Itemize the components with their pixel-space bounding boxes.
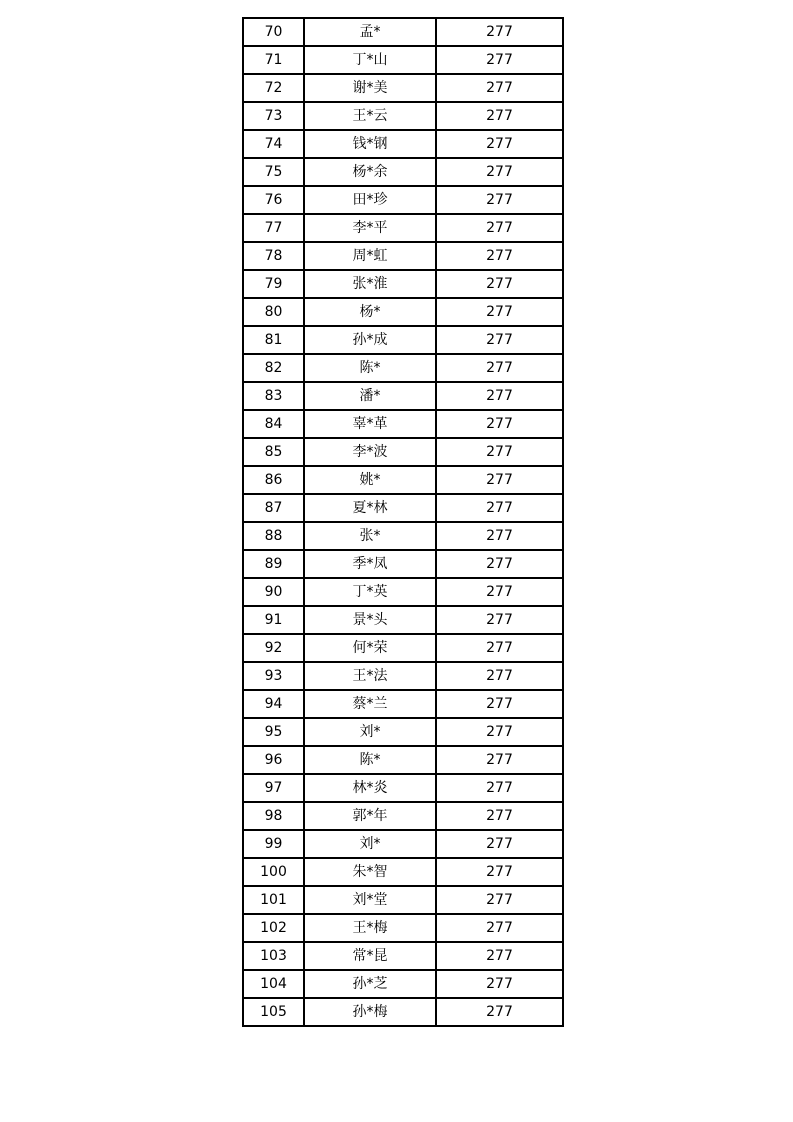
name-cell: 潘* (304, 382, 436, 410)
table-row (243, 18, 563, 46)
name-cell: 丁*山 (304, 46, 436, 74)
row-number-cell: 80 (243, 298, 304, 326)
row-number-cell: 91 (243, 606, 304, 634)
table-row (243, 354, 563, 382)
table-row (243, 914, 563, 942)
row-number-cell: 94 (243, 690, 304, 718)
row-number-cell: 103 (243, 942, 304, 970)
row-number-cell: 87 (243, 494, 304, 522)
score-cell: 277 (436, 718, 563, 746)
name-cell: 陈* (304, 746, 436, 774)
table-row (243, 802, 563, 830)
score-cell: 277 (436, 606, 563, 634)
name-cell: 蔡*兰 (304, 690, 436, 718)
row-number-cell: 90 (243, 578, 304, 606)
table-row (243, 942, 563, 970)
name-cell: 田*珍 (304, 186, 436, 214)
score-cell: 277 (436, 130, 563, 158)
score-cell: 277 (436, 662, 563, 690)
score-cell: 277 (436, 186, 563, 214)
score-cell: 277 (436, 550, 563, 578)
row-number-cell: 85 (243, 438, 304, 466)
score-cell: 277 (436, 102, 563, 130)
score-cell: 277 (436, 522, 563, 550)
row-number-cell: 83 (243, 382, 304, 410)
table-row (243, 130, 563, 158)
table-row (243, 186, 563, 214)
score-cell: 277 (436, 46, 563, 74)
score-cell: 277 (436, 914, 563, 942)
name-cell: 何*荣 (304, 634, 436, 662)
row-number-cell: 102 (243, 914, 304, 942)
table-row (243, 522, 563, 550)
table-row (243, 158, 563, 186)
name-cell: 王*法 (304, 662, 436, 690)
name-cell: 季*凤 (304, 550, 436, 578)
row-number-cell: 89 (243, 550, 304, 578)
score-cell: 277 (436, 326, 563, 354)
name-cell: 刘* (304, 718, 436, 746)
table-row (243, 774, 563, 802)
row-number-cell: 96 (243, 746, 304, 774)
row-number-cell: 72 (243, 74, 304, 102)
score-cell: 277 (436, 886, 563, 914)
name-cell: 林*炎 (304, 774, 436, 802)
score-cell: 277 (436, 942, 563, 970)
name-cell: 李*波 (304, 438, 436, 466)
name-cell: 朱*智 (304, 858, 436, 886)
score-cell: 277 (436, 690, 563, 718)
row-number-cell: 71 (243, 46, 304, 74)
name-cell: 李*平 (304, 214, 436, 242)
name-cell: 陈* (304, 354, 436, 382)
row-number-cell: 70 (243, 18, 304, 46)
table-row (243, 270, 563, 298)
table-row (243, 858, 563, 886)
name-cell: 张*淮 (304, 270, 436, 298)
table-row (243, 466, 563, 494)
score-cell: 277 (436, 242, 563, 270)
name-cell: 杨*余 (304, 158, 436, 186)
score-cell: 277 (436, 578, 563, 606)
score-cell: 277 (436, 354, 563, 382)
table-row (243, 746, 563, 774)
score-cell: 277 (436, 998, 563, 1026)
name-cell: 孙*芝 (304, 970, 436, 998)
score-cell: 277 (436, 634, 563, 662)
table-row (243, 102, 563, 130)
row-number-cell: 97 (243, 774, 304, 802)
row-number-cell: 93 (243, 662, 304, 690)
name-cell: 孟* (304, 18, 436, 46)
score-cell: 277 (436, 858, 563, 886)
results-table (242, 17, 564, 1027)
table-row (243, 578, 563, 606)
score-cell: 277 (436, 158, 563, 186)
row-number-cell: 75 (243, 158, 304, 186)
name-cell: 孙*梅 (304, 998, 436, 1026)
name-cell: 郭*年 (304, 802, 436, 830)
table-row (243, 718, 563, 746)
score-cell: 277 (436, 746, 563, 774)
row-number-cell: 86 (243, 466, 304, 494)
name-cell: 张* (304, 522, 436, 550)
row-number-cell: 73 (243, 102, 304, 130)
score-cell: 277 (436, 74, 563, 102)
row-number-cell: 82 (243, 354, 304, 382)
row-number-cell: 100 (243, 858, 304, 886)
row-number-cell: 81 (243, 326, 304, 354)
score-cell: 277 (436, 830, 563, 858)
table-row (243, 326, 563, 354)
row-number-cell: 99 (243, 830, 304, 858)
name-cell: 姚* (304, 466, 436, 494)
table-row (243, 214, 563, 242)
row-number-cell: 88 (243, 522, 304, 550)
row-number-cell: 84 (243, 410, 304, 438)
table-row (243, 998, 563, 1026)
score-cell: 277 (436, 382, 563, 410)
row-number-cell: 79 (243, 270, 304, 298)
score-cell: 277 (436, 438, 563, 466)
score-cell: 277 (436, 802, 563, 830)
name-cell: 王*梅 (304, 914, 436, 942)
score-cell: 277 (436, 970, 563, 998)
table-row (243, 298, 563, 326)
table-row (243, 606, 563, 634)
table-row (243, 438, 563, 466)
name-cell: 丁*英 (304, 578, 436, 606)
table-body (243, 18, 563, 1026)
table-row (243, 410, 563, 438)
score-cell: 277 (436, 270, 563, 298)
table-row (243, 830, 563, 858)
table-row (243, 970, 563, 998)
row-number-cell: 77 (243, 214, 304, 242)
row-number-cell: 101 (243, 886, 304, 914)
score-cell: 277 (436, 410, 563, 438)
row-number-cell: 105 (243, 998, 304, 1026)
table-row (243, 46, 563, 74)
row-number-cell: 95 (243, 718, 304, 746)
name-cell: 刘*堂 (304, 886, 436, 914)
name-cell: 辜*革 (304, 410, 436, 438)
name-cell: 刘* (304, 830, 436, 858)
name-cell: 杨* (304, 298, 436, 326)
table-row (243, 382, 563, 410)
name-cell: 钱*钢 (304, 130, 436, 158)
row-number-cell: 92 (243, 634, 304, 662)
name-cell: 常*昆 (304, 942, 436, 970)
score-cell: 277 (436, 18, 563, 46)
row-number-cell: 76 (243, 186, 304, 214)
score-cell: 277 (436, 214, 563, 242)
row-number-cell: 104 (243, 970, 304, 998)
name-cell: 周*虹 (304, 242, 436, 270)
table-row (243, 494, 563, 522)
score-cell: 277 (436, 466, 563, 494)
row-number-cell: 98 (243, 802, 304, 830)
score-cell: 277 (436, 298, 563, 326)
table-row (243, 242, 563, 270)
table-row (243, 886, 563, 914)
row-number-cell: 74 (243, 130, 304, 158)
name-cell: 景*头 (304, 606, 436, 634)
name-cell: 孙*成 (304, 326, 436, 354)
table-row (243, 634, 563, 662)
name-cell: 夏*林 (304, 494, 436, 522)
table-row (243, 662, 563, 690)
score-cell: 277 (436, 494, 563, 522)
score-cell: 277 (436, 774, 563, 802)
table-row (243, 74, 563, 102)
table-row (243, 550, 563, 578)
table-row (243, 690, 563, 718)
name-cell: 王*云 (304, 102, 436, 130)
row-number-cell: 78 (243, 242, 304, 270)
name-cell: 谢*美 (304, 74, 436, 102)
